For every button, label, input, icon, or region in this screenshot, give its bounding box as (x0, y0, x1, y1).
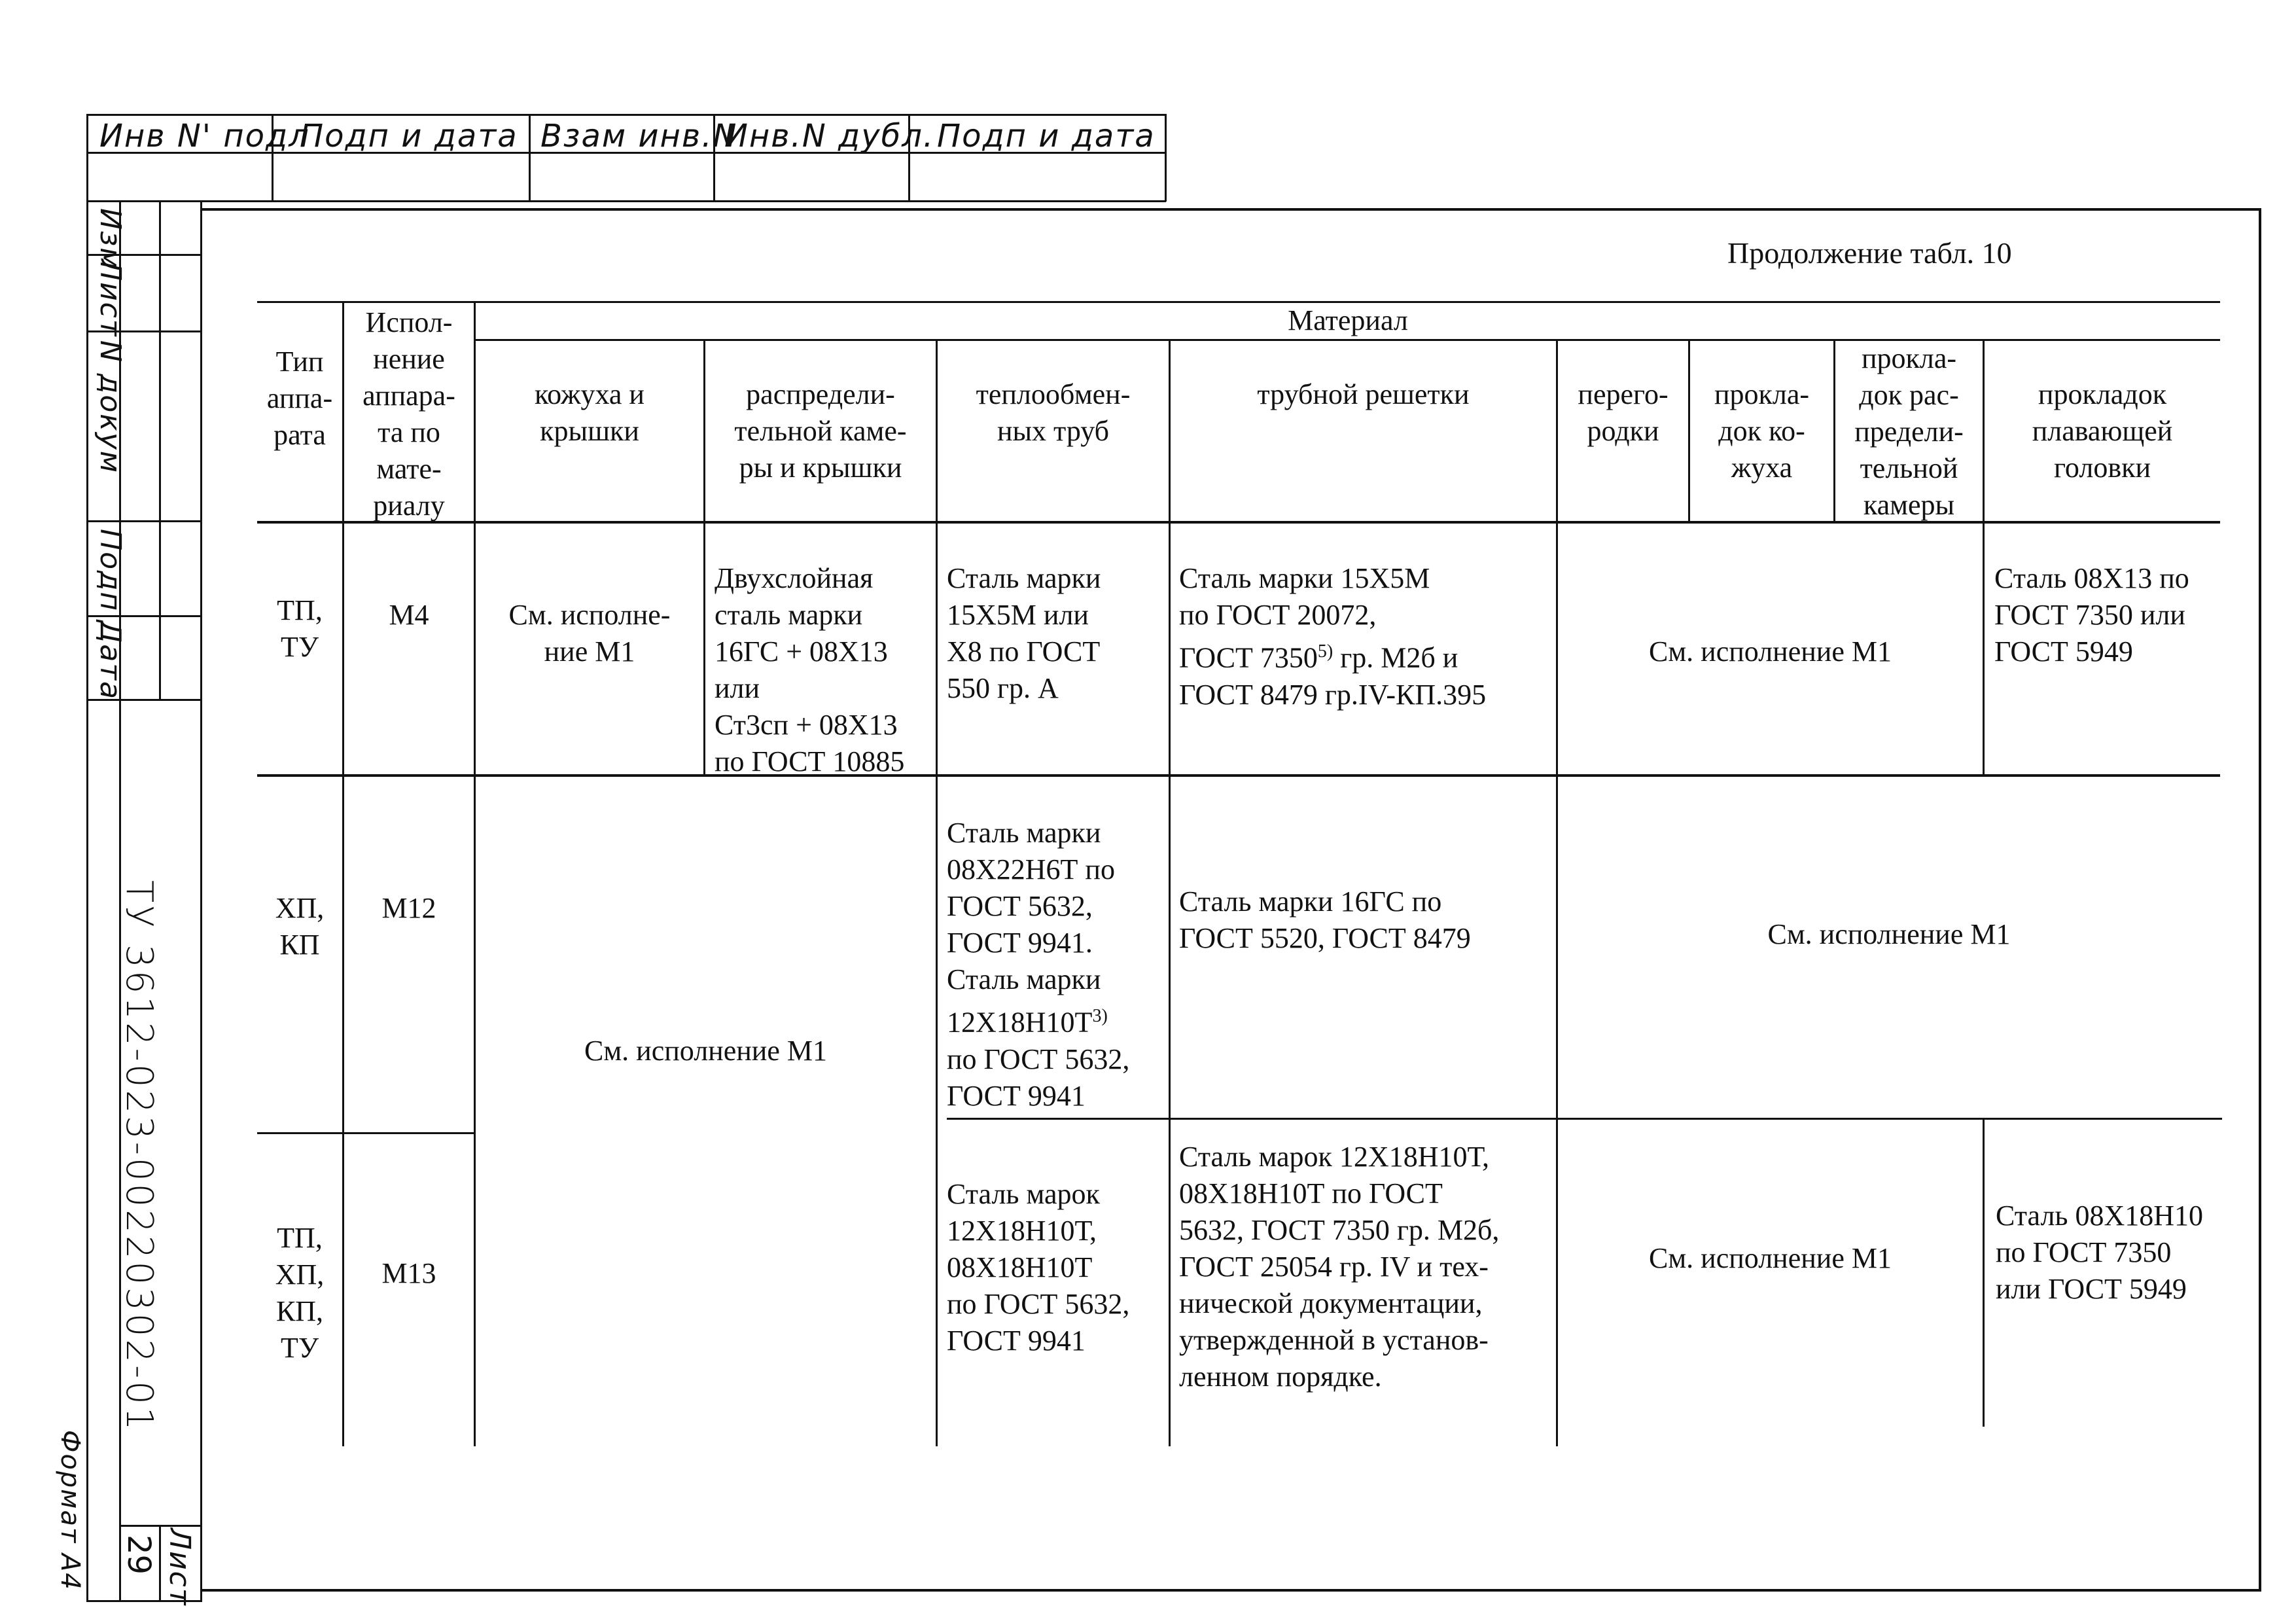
r1-isp: М4 (389, 599, 429, 631)
document-code: ТУ 3612-023-00220302-01 (118, 880, 160, 1433)
header-raspred: распредели- тельной каме- ры и крышки (734, 378, 907, 484)
r3-teplo: Сталь марок 12Х18Н10Т, 08Х18Н10Т по ГОСТ 5632, ГОСТ 9941 (947, 1178, 1130, 1357)
r3-plav: Сталь 08Х18Н10 по ГОСТ 7350 или ГОСТ 5949 (1996, 1200, 2204, 1305)
stamp-inv-dubl: Инв.N дубл. (724, 118, 935, 154)
r2-isp: М12 (381, 892, 436, 924)
r23-merged: См. исполнение М1 (584, 1035, 827, 1067)
header-prokl-kozhuha: прокла- док ко- жуха (1714, 378, 1810, 484)
stamp-podp-data-1: Подп и дата (300, 118, 518, 154)
header-tip: Тип аппа- рата (266, 346, 333, 451)
r3-merged: См. исполнение М1 (1648, 1242, 1892, 1274)
r1-plav: Сталь 08Х13 по ГОСТ 7350 или ГОСТ 5949 (1994, 562, 2189, 668)
side-list: Лист (94, 259, 127, 338)
side-podp: Подп (94, 529, 127, 613)
r3-isp: М13 (381, 1257, 436, 1289)
r1-teplo: Сталь марки 15Х5М или Х8 по ГОСТ 550 гр. А (947, 562, 1101, 704)
header-peregorodki: перего- родки (1578, 378, 1669, 447)
r3-tip: ТП, ХП, КП, ТУ (275, 1222, 325, 1364)
side-n-dokum: N докум (94, 340, 127, 474)
r1-raspred: Двухслойная сталь марки 16ГС + 08Х13 или Ст3сп + 08Х13 по ГОСТ 10885 (715, 562, 905, 777)
side-data: Дата (94, 620, 127, 700)
header-prokl-raspred: прокла- док рас- предели- тельной камеры (1854, 342, 1964, 521)
header-material: Материал (1288, 304, 1408, 336)
table-caption: Продолжение табл. 10 (1727, 236, 2012, 270)
header-kozhuha: кожуха и крышки (535, 378, 645, 447)
frame-right (2259, 208, 2261, 1590)
r1-trubnoy: Сталь марки 15Х5М по ГОСТ 20072, ГОСТ 7350$^{5)}$ гр. М2б и ГОСТ 8479 гр.IV-КП.395 (1179, 562, 1487, 711)
stamp-podp-data-2: Подп и дата (937, 118, 1156, 154)
stamp-vzam-inv: Взам инв.N (540, 118, 738, 154)
side-izm: Изм (94, 208, 127, 271)
stamp-inv-podl: Инв N' подл (99, 118, 310, 154)
r2-trubnoy: Сталь марки 16ГС по ГОСТ 5520, ГОСТ 8479 (1179, 885, 1471, 954)
header-trubnoy: трубной решетки (1257, 378, 1470, 410)
r2-teplo: Сталь марки 08Х22Н6Т по ГОСТ 5632, ГОСТ 9941. Сталь марки $12Х18Н10Т^{3)}$ по ГОСТ 5632, ГОСТ 9941 (947, 817, 1130, 1112)
frame-bottom (200, 1589, 2261, 1592)
side-sheet-label: Лист (163, 1528, 196, 1607)
frame-top (200, 208, 2261, 211)
r3-trubnoy: Сталь марок 12Х18Н10Т, 08Х18Н10Т по ГОСТ 5632, ГОСТ 7350 гр. М2б, ГОСТ 25054 гр. IV и тех- нической документации, утвержденной в установ- ленном порядке. (1179, 1141, 1500, 1393)
header-ispolnenie: Испол- нение аппара- та по мате- риалу (362, 306, 455, 522)
r1-kozhuha: См. исполне- ние М1 (508, 599, 671, 668)
r2-merged: См. исполнение М1 (1767, 918, 2011, 950)
top-stamp (86, 114, 1166, 202)
header-teplo: теплообмен- ных труб (976, 378, 1131, 447)
r2-tip: ХП, КП (275, 892, 325, 961)
header-prokl-plav: прокладок плавающей головки (2032, 378, 2173, 484)
format-label: Формат А4 (55, 1430, 85, 1591)
r1-tip: ТП, ТУ (277, 594, 323, 663)
sheet-number: 29 (120, 1535, 157, 1575)
r1-merged: См. исполнение М1 (1648, 635, 1892, 668)
